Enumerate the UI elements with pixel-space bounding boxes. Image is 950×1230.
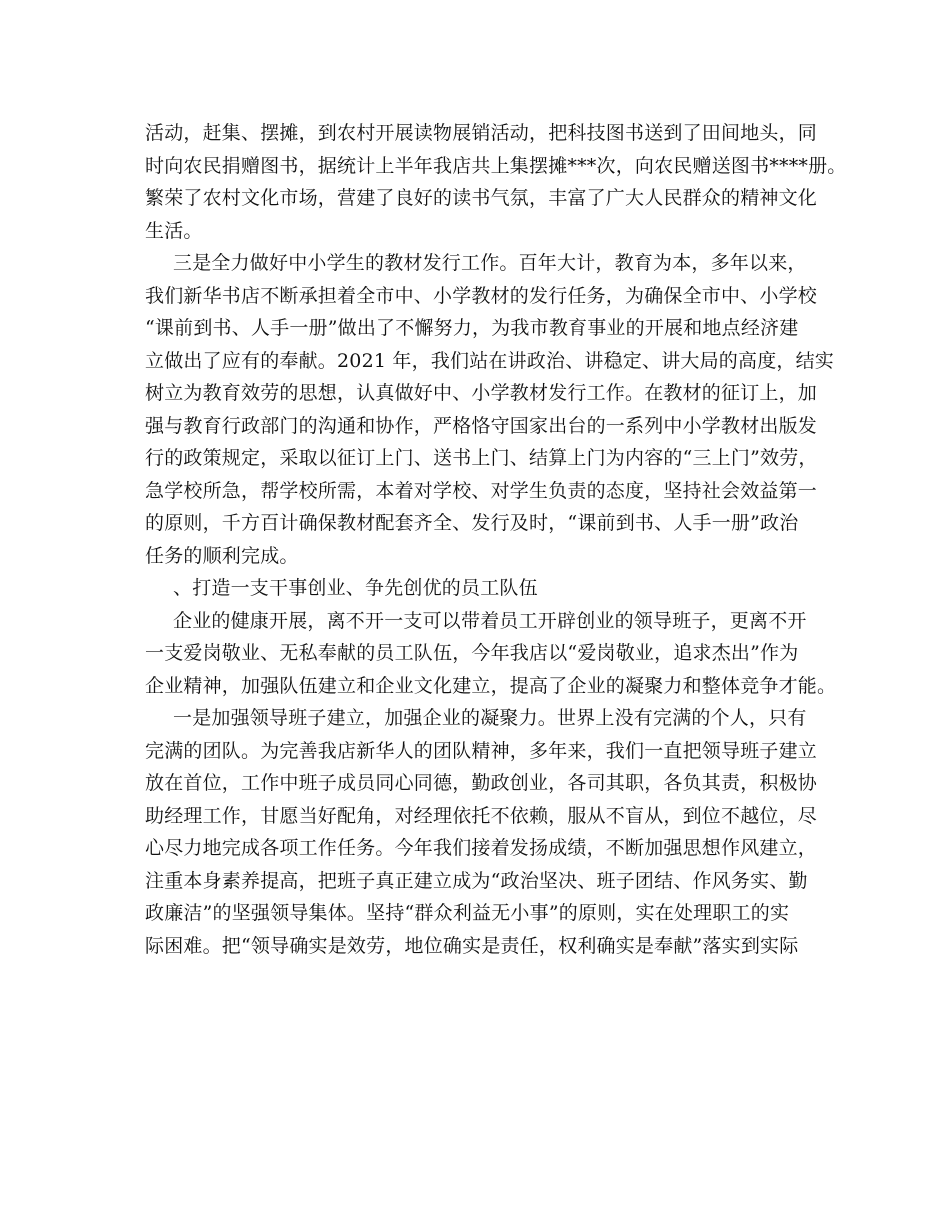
text-line: 、打造一支干事创业、争先创优的员工队伍 xyxy=(173,577,538,599)
text-line: 政廉洁”的坚强领导集体。坚持“群众利益无小事”的原则，实在处理职工的实 xyxy=(145,902,790,924)
text-line: 企业的健康开展，离不开一支可以带着员工开辟创业的领导班子，更离不开 xyxy=(173,609,807,632)
text-line: 任务的顺利完成。 xyxy=(145,544,299,567)
text-line: 一是加强领导班子建立，加强企业的凝聚力。世界上没有完满的个人，只有 xyxy=(173,707,807,729)
text-line: 我们新华书店不断承担着全市中、小学教材的发行任务，为确保全市中、小学校 xyxy=(145,284,818,307)
text-line: 立做出了应有的奉献。2021 年，我们站在讲政治、讲稳定、讲大局的高度，结实 xyxy=(145,349,834,372)
text-line: 强与教育行政部门的沟通和协作，严格恪守国家出台的一系列中小学教材出版发 xyxy=(145,414,818,437)
text-line: 树立为教育效劳的思想，认真做好中、小学教材发行工作。在教材的征订上，加 xyxy=(145,382,818,404)
text-line: 三是全力做好中小学生的教材发行工作。百年大计，教育为本，多年以来， xyxy=(173,252,807,274)
text-line: 的原则，千方百计确保教材配套齐全、发行及时，“课前到书、人手一册”政治 xyxy=(145,512,799,534)
text-line: 放在首位，工作中班子成员同心同德，勤政创业，各司其职，各负其责，积极协 xyxy=(145,772,818,794)
text-line: 际困难。把“领导确实是效劳，地位确实是责任，权利确实是奉献”落实到实际 xyxy=(145,934,799,957)
text-line: 急学校所急，帮学校所需，本着对学校、对学生负责的态度，坚持社会效益第一 xyxy=(145,479,818,502)
text-line: 行的政策规定，采取以征订上门、送书上门、结算上门为内容的“三上门”效劳， xyxy=(145,447,818,469)
text-line: 时向农民捐赠图书，据统计上半年我店共上集摆摊***次，向农民赠送图书****册。 xyxy=(145,154,847,177)
text-line: 繁荣了农村文化市场，营建了良好的读书气氛，丰富了广大人民群众的精神文化 xyxy=(145,187,818,209)
text-line: 生活。 xyxy=(145,219,203,242)
text-line: 企业精神，加强队伍建立和企业文化建立，提高了企业的凝聚力和整体竞争才能。 xyxy=(145,674,837,697)
text-line: 注重本身素养提高，把班子真正建立成为“政治坚决、班子团结、作风务实、勤 xyxy=(145,869,808,892)
text-line: 心尽力地完成各项工作任务。今年我们接着发扬成绩，不断加强思想作风建立， xyxy=(145,837,818,859)
document-body xyxy=(145,117,847,962)
text-line: 一支爱岗敬业、无私奉献的员工队伍，今年我店以“爱岗敬业，追求杰出”作为 xyxy=(145,642,799,664)
text-line: 完满的团队。为完善我店新华人的团队精神，多年来，我们一直把领导班子建立 xyxy=(145,739,818,762)
text-line: 助经理工作，甘愿当好配角，对经理依托不依赖，服从不盲从，到位不越位，尽 xyxy=(145,804,818,827)
text-line: “课前到书、人手一册”做出了不懈努力，为我市教育事业的开展和地点经济建 xyxy=(145,317,799,339)
text-line: 活动，赶集、摆摊，到农村开展读物展销活动，把科技图书送到了田间地头，同 xyxy=(145,122,818,144)
